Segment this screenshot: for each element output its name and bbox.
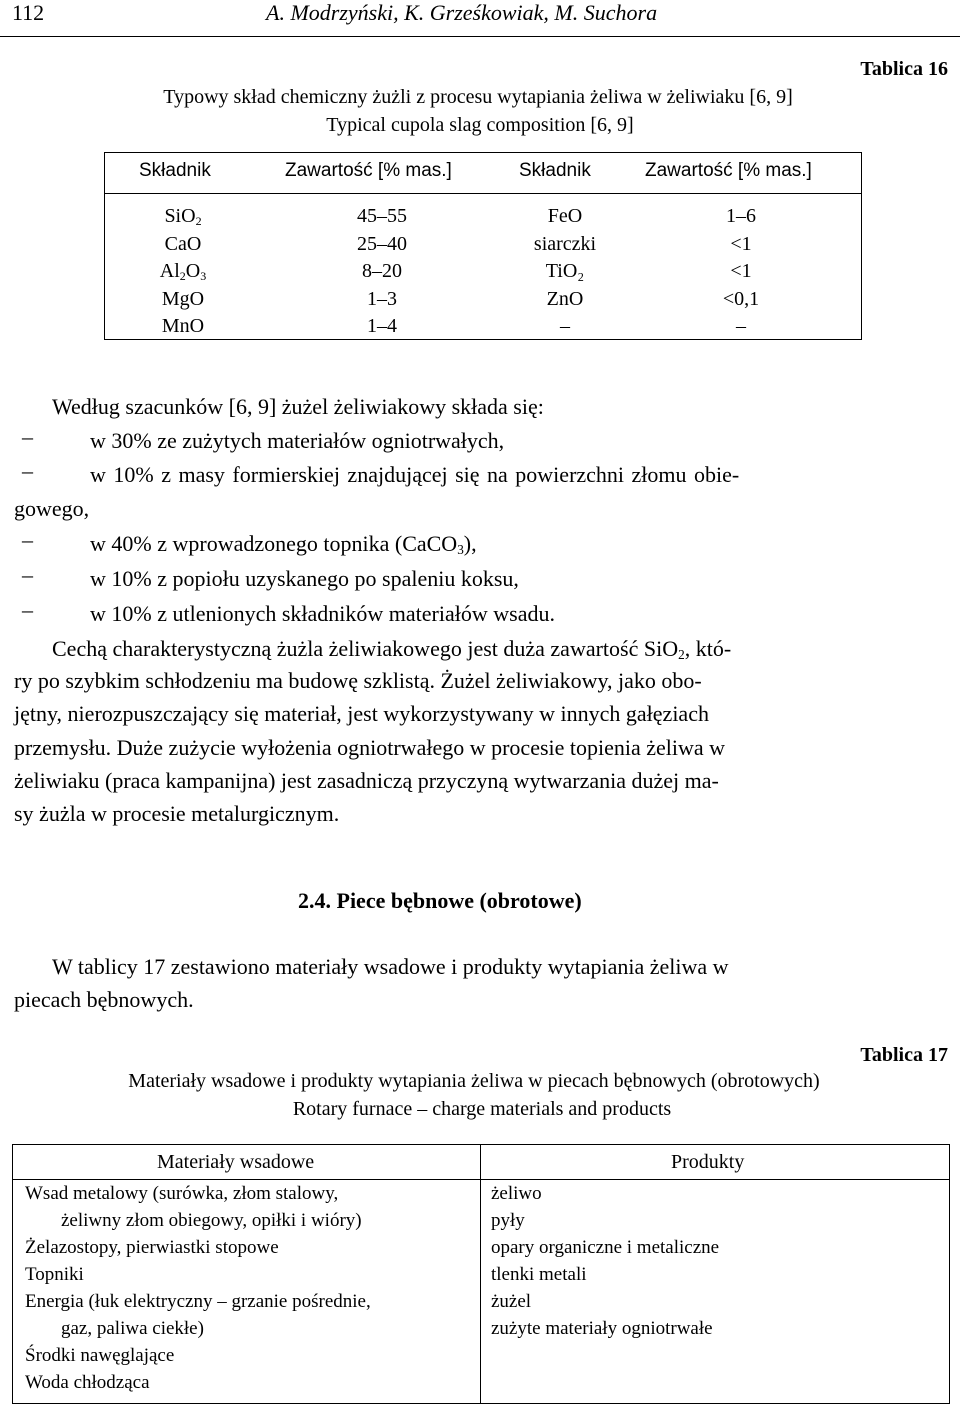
table17-product-item: pyły [491,1210,525,1231]
table16-cell: <0,1 [722,287,760,310]
table17-caption-pl: Materiały wsadowe i produkty wytapiania żeliwa w piecach bębnowych (obrotowych) [128,1070,820,1092]
table16-caption-pl: Typowy skład chemiczny żużli z procesu wytapiania żeliwa w żeliwiaku [6, 9] [163,86,793,108]
table17-charge-item: gaz, paliwa ciekłe) [61,1318,204,1339]
bullet-1: w 30% ze zużytych materiałów ogniotrwałych, [90,428,505,453]
bullet-3: w 40% z wprowadzonego topnika (CaCO$_3$), [90,531,477,557]
section-paragraph-line-1: W tablicy 17 zestawiono materiały wsadowe i produkty wytapiania żeliwa w [52,954,729,979]
table16-cell: <1 [730,232,752,255]
table17-product-item: opary organiczne i metaliczne [491,1237,720,1258]
table16-col-content-1 [337,203,427,341]
table16-cell: TiO₂ [545,260,585,282]
table16-cell: SiO$_2$ [164,205,202,228]
table16-cell: CaO [164,232,202,255]
table17-charge-item: Energia (łuk elektryczny – grzanie pośrednie, [25,1291,371,1312]
table16-header-rule [105,193,861,194]
table16-cell: $Al_2O_3$ [159,260,207,283]
intro-sentence: Według szacunków [6, 9] żużel żeliwiakowy składa się: [52,394,544,419]
table16-cell: siarczki [533,232,597,255]
table16-caption-en: Typical cupola slag composition [6, 9] [326,114,634,136]
table16-cell: 8–20 [362,260,402,282]
table17 [12,1144,950,1404]
bullet-4: w 10% z popiołu uzyskanego po spaleniu koksu, [90,566,519,591]
table16 [104,152,862,340]
table16-cell: 1–4 [367,315,397,337]
table17-product-item: tlenki metali [491,1264,587,1285]
bullet-dash: – [22,597,33,622]
table16-col-components-1 [145,203,221,341]
table17-charge-item: żeliwny złom obiegowy, opiłki i wióry) [61,1210,362,1231]
table16-cell: 1–3 [367,287,397,310]
table17-charge-item: Żelazostopy, pierwiastki stopowe [25,1237,279,1258]
bullet-2: w 10% z masy formierskiej znajdującej się na powierzchni złomu obie- [90,462,740,487]
paragraph-line-6: sy żużla w procesie metalurgicznym. [14,801,340,826]
table17-header-products: Produkty [671,1151,745,1173]
table16-col-components-2 [515,203,615,341]
paragraph-line-5: żeliwiaku (praca kampanijna) jest zasadniczą przyczyną wytwarzania dużej ma- [14,768,719,793]
table16-header-component-2: Składnik [519,160,591,181]
bullet-dash: – [22,527,33,552]
table16-header-component-1: Składnik [139,160,211,181]
table17-column-divider [480,1145,481,1403]
table16-header-content-2: Zawartość [% mas.] [645,160,812,181]
table17-charge-item: Woda chłodząca [25,1372,150,1393]
paragraph-line-4: przemysłu. Duże zużycie wyłożenia ogniotrwałego w procesie topienia żeliwa w [14,735,726,760]
table16-cell: 1–6 [726,205,756,227]
table16-col-content-2 [701,203,781,341]
table16-cell: <1 [730,260,752,282]
bullet-2-continuation: gowego, [14,496,90,521]
table16-cell: – [736,315,746,337]
table17-label: Tablica 17 [860,1044,948,1066]
table17-charge-item: Topniki [25,1264,84,1285]
table17-header-charge: Materiały wsadowe [157,1151,315,1173]
table16-header-content-1: Zawartość [% mas.] [285,160,452,181]
table17-header-rule [13,1179,949,1180]
table17-caption-en: Rotary furnace – charge materials and products [292,1098,672,1120]
table16-cell: ZnO [546,287,584,310]
paragraph-line-3: jętny, nierozpuszczający się materiał, jest wykorzystywany w innych gałęziach [14,701,709,726]
table16-cell: MnO [161,315,205,337]
table16-cell: – [560,315,570,337]
table16-cell: 45–55 [357,205,407,227]
section-heading: 2.4. Piece bębnowe (obrotowe) [298,888,582,913]
header-rule [0,36,960,37]
table17-charge-item: Wsad metalowy (surówka, złom stalowy, [25,1183,339,1204]
paragraph-line-2: ry po szybkim schłodzeniu ma budowę szklistą. Żużel żeliwiakowy, jako obo- [14,668,702,693]
section-paragraph-line-2: piecach bębnowych. [14,987,194,1012]
bullet-dash: – [22,562,33,587]
bullet-dash: – [22,424,33,449]
table17-product-item: żużel [491,1291,532,1312]
paragraph-line-1: Cechą charakterystyczną żużla żeliwiakowego jest duża zawartość SiO$_2$, któ- [52,636,732,662]
table16-cell: FeO [547,205,583,227]
table17-charge-item: Środki nawęglające [25,1345,175,1366]
table17-product-item: żeliwo [491,1183,542,1204]
table16-cell: MgO [161,287,205,310]
bullet-5: w 10% z utlenionych składników materiałów wsadu. [90,601,555,626]
table16-cell: 25–40 [357,232,407,255]
table16-label: Tablica 16 [860,58,948,80]
running-header-authors: A. Modrzyński, K. Grześkowiak, M. Suchora [266,0,658,25]
page-number: 112 [12,0,45,25]
bullet-dash: – [22,458,33,483]
table17-product-item: zużyte materiały ogniotrwałe [491,1318,713,1339]
